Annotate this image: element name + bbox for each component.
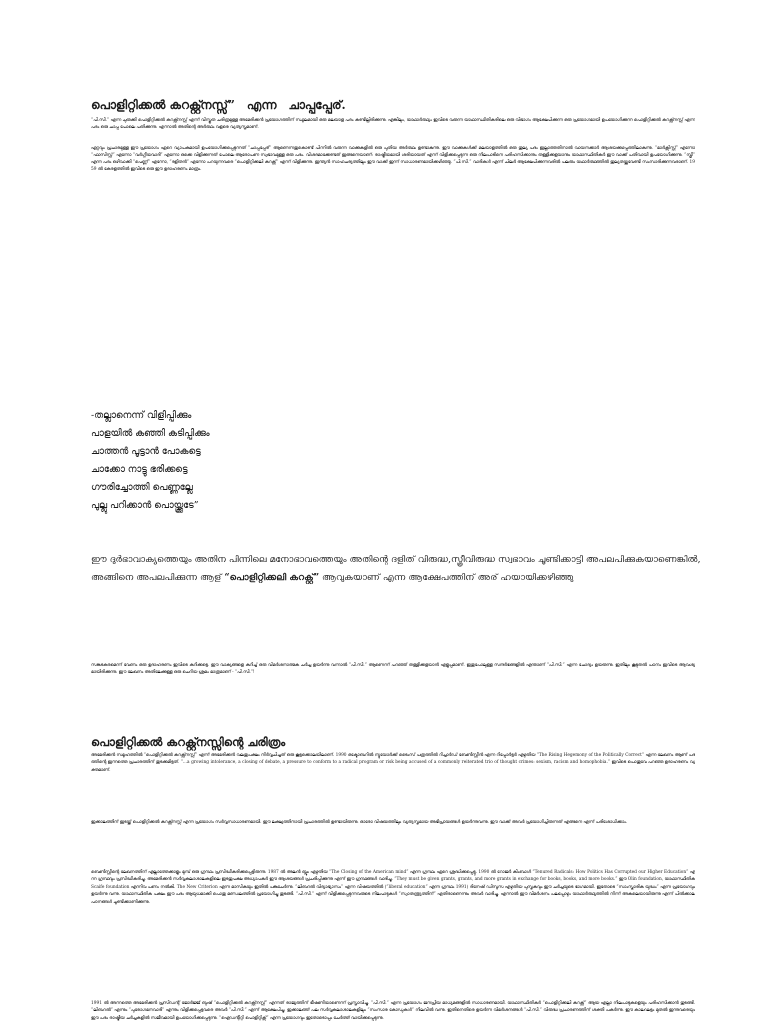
heading-part-3: ചാപ്പപ്പേര്. — [288, 98, 346, 112]
paragraph-history-books: ബെൺസ്റ്റീന്റെ ലേഖനത്തിന് എല്ലാത്തേക്കാളും മുമ്പ് ഒരു ഗ്രന്ഥം പ്രസിദ്ധീകരിക്കപ്പെട്ടിരുന്നു. 1987 ൽ അലൻ ബ്ലൂം എഴുതിയ “The Closing of the American mind” എന്ന ഗ്രന്ഥം ഏറെ ശ്രദ്ധിക്കപ്പെട്ടു. 1990 ൽ റോജർ കിംബാൾ “Tenured Radicals: How Politics Has Corrupted our Higher Education” എന്ന ഗ്രന്ഥവും പ്രസിദ്ധീകരിച്ചു. അമേരിക്കൻ സർവ്വകലാശാലകളിലെ ഇടതുപക്ഷ അധ്യാപകർ ഈ ആശയങ്ങൾ പ്രചരിപ്പിക്കുന്നു എന്ന് ഈ ഗ്രന്ഥങ്ങൾ വാദിച്ചു. “They must be given grants, grants, and more grants in exchange for books, books, and more books.” ഈ Olin foundation, യാഥാസ്ഥിതിക Scaife foundation എന്നിവ പണം നൽകി. The New Criterion എന്ന മാസികയും ഇതിൽ പങ്കുചേർന്നു. “ലിബറൽ വിദ്യാഭ്യാസം” എന്ന വിഷയത്തിൽ (“liberal education” എന്ന ഗ്രന്ഥം 1991) ദിനേഷ് ഡിസൂസ എഴുതിയ പുസ്തകവും ഈ ചർച്ചയുടെ ഭാഗമായി. ഇതോടെ “സാംസ്കാരിക യുദ്ധം” എന്ന പ്രയോഗവും ഉയർന്നു വന്നു. യാഥാസ്ഥിതിക പക്ഷം ഈ പദം ആയുധമാക്കി പൊതു മണ്ഡലത്തിൽ പ്രയോഗിച്ചു തുടങ്ങി. “പി.സി.” എന്ന് വിളിക്കപ്പെടുന്നവരുടെ നിലപാടുകൾ “സ്വാതന്ത്ര്യത്തിന്” എതിരാണെന്നും അവർ വാദിച്ചു. എന്നാൽ ഈ വിമർശനം പലപ്പോഴും യാഥാർത്ഥ്യത്തിൽ നിന്ന് അകലെയായിരുന്നു എന്ന് പിൽക്കാല പഠനങ്ങൾ ചൂണ്ടിക്കാണിക്കുന്നു. — [91, 870, 695, 905]
paragraph-chappa-explanation: ഏറ്റവും പ്രചാരമുള്ള ഈ പ്രയോഗം ഏറെ വ്യാപകമായി ഉപയോഗിക്കപ്പെടുന്നത് “ചാപ്പപ്പേര്” ആണെന്നതുകൊണ്ട് പിന്നിൽ വരുന്ന വാക്കുകളിൽ ഒരു പുതിയ അർത്ഥം ഉണ്ടാകുന്നു. ഈ വാക്കുകൾക്ക് മലയാളത്തിൽ ഒരു തുല്യ പദം ഇല്ലാത്തതിനാൽ വായനക്കാർ ആശയക്കുഴപ്പത്തിലാകുന്നു. “മാർക്സിസ്റ്റ്” എന്നോ “ഫാസിസ്റ്റ്” എന്നോ “വർഗ്ഗീയവാദി” എന്നോ ഒക്കെ വിളിക്കുന്നത് പോലെ ആരോപണ സ്വഭാവമുള്ള ഒരു പദം. വിശദമാക്കേണ്ടത് ഇങ്ങനെയാണ്: രാഷ്ട്രീയമായി ശരിയായത് എന്ന് വിളിക്കപ്പെടുന്ന ഒരു നിലപാടിനെ പരിഹസിക്കാനും തള്ളിക്കളയാനും യാഥാസ്ഥിതികർ ഈ വാക്ക് പതിവായി ഉപയോഗിക്കുന്നു. “സ്ത്രീ” എന്ന പദം ഒഴിവാക്കി “പെണ്ണ്” എന്നോ, “ദളിതൻ” എന്നോ പറയുന്നവരെ “പൊളിറ്റിക്കലി കറക്റ്റ്” എന്ന് വിളിക്കുന്നു. ഇന്ത്യൻ സാഹചര്യത്തിലും ഈ വാക്ക് ഇന്ന് സാധാരണമായിക്കഴിഞ്ഞു. “പി.സി.” വാദികൾ എന്ന് ചിലർ ആക്ഷേപിക്കുന്നവരിൽ പലരും യഥാർത്ഥത്തിൽ തുല്യതയ്ക്കുവേണ്ടി സംസാരിക്കുന്നവരാണ്. 1959 ൽ കേരളത്തിൽ ഇവിടെ ഒരു ഈ ഉദാഹരണം മാത്രം. — [91, 146, 695, 173]
poem-line: പുല്ലു പറിക്കാൻ പൊയ്ക്കൂടേ” — [91, 500, 199, 511]
paragraph-commentary: സങ്കടകരമെന്ന് വേണം ഒരു ഉദാഹരണം ഇവിടെ കുറിക്കട്ടെ. ഈ വാക്യങ്ങളെ കുറിച്ച് ഒരു വിമർശനാത്മക ചർച്ച ഉയർന്നു വന്നാൽ “പി.സി.” ആണെന്ന് പറഞ്ഞ് തള്ളിക്കളയാൻ എളുപ്പമാണ്. ഇതുപോലുള്ള സന്ദർഭങ്ങളിൽ എന്താണ് “പി.സി.” എന്ന ചോദ്യം ഉയരുന്നു. ഇതിലും കൂടുതൽ പഠനം ഇവിടെ ആവശ്യമായിരിക്കുന്നു. ഈ ലേഖനം അതിലേക്കുള്ള ഒരു ചെറിയ ശ്രമം മാത്രമാണ് - “പി.സി.”! — [91, 663, 695, 676]
quote-bold-term: “പൊളിറ്റിക്കലി കറക്റ്റ്” — [224, 572, 320, 583]
poem-line: ചാത്തൻ പൂട്ടാൻ പോകട്ടെ — [91, 446, 201, 457]
quote-lead: ഈ ദുർഭാവാക്യത്തെയും അതിന പിന്നിലെ മനോഭാവത്തെയും അതിന്റെ ദളിത് വിരുദ്ധ,സ്ത്രീവിരുദ്ധ സ്വഭാവം ചൂണ്ടിക്കാട്ടി അപലപിക്കുകയാണെങ്കിൽ, അങ്ങിനെ അപലപിക്കുന്ന ആള് — [91, 554, 701, 583]
quote-condemnation — [91, 551, 701, 587]
heading-pc-brand-name — [91, 98, 346, 113]
heading-part-2: എന്ന — [246, 98, 277, 112]
poem-line: പാളയിൽ കഞ്ഞി കടിപ്പിക്കും — [91, 428, 210, 439]
heading-pc-history: പൊളിറ്റിക്കൽ കറക്റ്റ്നസ്സിന്റെ ചരിത്രം — [91, 735, 286, 749]
poem-line: ചാക്കോ നാട്ടു ഭരിക്കട്ടെ — [91, 464, 188, 475]
paragraph-history-spread: ഇക്കാലത്തിന് ഇടയ്ക്ക് പൊളിറ്റിക്കൽ കറക്റ്റ്നസ്സ് എന്ന പ്രയോഗം സർവ്വസാധാരണമായി. ഈ ലക്ഷ്യത്തിനായി പ്രചാരത്തിൽ ഉണ്ടായിരുന്നു. ഓരോ വിഷയത്തിലും വ്യത്യസ്തമായ അഭിപ്രായങ്ങൾ ഉയർന്നുവന്നു. ഈ വാക്ക് അവർ പ്രയോഗിച്ചിരുന്നത് എങ്ങനെ എന്ന് പരിശോധിക്കാം. — [91, 820, 628, 825]
paragraph-history-1991: 1991 ൽ അന്നത്തെ അമേരിക്കൻ പ്രസിഡന്റ് ജോർജ്ജ് ബുഷ് “പൊളിറ്റിക്കൽ കറക്റ്റ്നസ്സ്” എന്നത് രാജ്യത്തിന് ഭീഷണിയാണെന്ന് പ്രസ്താവിച്ചു. “പി.സി.” എന്ന പ്രയോഗം ജനപ്രിയ മാധ്യമങ്ങളിൽ സാധാരണമായി. യാഥാസ്ഥിതികർ “പൊളിറ്റിക്കലി കറക്റ്റ്” ആയ എല്ലാ നിലപാടുകളെയും പരിഹസിക്കാൻ തുടങ്ങി. “ലിബറൽ” എന്നും “പുരോഗമനവാദി” എന്നും വിളിക്കപ്പെട്ടവരെ അവർ “പി.സി.” എന്ന് ആക്ഷേപിച്ചു. ഇക്കാലത്ത് പല സർവ്വകലാശാലകളിലും “സംസാര കോഡുകൾ” നിലവിൽ വന്നു. ഇതിനെതിരെ ഉയർന്ന വിമർശനങ്ങൾ “പി.സി.” വിരുദ്ധ പ്രചാരണത്തിന് ശക്തി പകർന്നു. ഈ കാലഘട്ടം മുതൽ ഇന്നുവരെയും ഈ പദം രാഷ്ട്രീയ ചർച്ചകളിൽ സജീവമായി ഉപയോഗിക്കപ്പെടുന്നു. “ഐഡന്റിറ്റി പൊളിറ്റിക്സ്” എന്ന പ്രയോഗവും ഇതോടൊപ്പം ചേർത്ത് വായിക്കപ്പെടുന്നു. — [91, 1001, 695, 1021]
poem-verses — [91, 407, 210, 515]
poem-line: -തല്ലാനെന്ന് വിളിപ്പിക്കും — [91, 410, 192, 421]
poem-line: ഗൗരിച്ചോത്തി പെണ്ണല്ലേ — [91, 482, 193, 493]
heading-part-1: പൊളിറ്റിക്കൽ കറക്റ്റ്നസ്സ്” — [91, 98, 235, 112]
paragraph-intro: “പി.സി.” എന്ന ചുരുക്കി പൊളിറ്റിക്കൽ കറക്റ്റ്നസ്സ് എന്ന് വിസ്കൃത ചരിത്രമുള്ള അമേരിക്കൻ പ്രയോഗത്തിന് സ്ഥൂലമായി ഒരു മലയാള പദം കണ്ടില്ലിരിക്കുന്നു. എങ്കിലും, യാഥാർത്ഥ്യം ഇവിടെ വരുന്ന യാഥാസ്ഥിതികരിലെ ഒരു വിഭാഗം ആക്ഷേപിക്കുന്ന ഒരു പ്രയോഗമായി ഉപയോഗിക്കുന്ന പൊളിറ്റിക്കൽ കറക്റ്റ്നസ്സ് എന്ന പദം ഒരു ചാപ്പ പോലെ പതിക്കുന്നു. എന്നാൽ അതിന്റെ അർത്ഥം വളരെ വ്യത്യസ്തമാണ്. — [91, 118, 695, 131]
paragraph-history-origin: അമേരിക്കൻ സമൂഹത്തിൽ “പൊളിറ്റിക്കൽ കറക്റ്റ്നസ്സ്” എന്ന് അമേരിക്കൻ വലതുപക്ഷം നിർവ്വചിച്ചത് ഒരു കൂട്ടക്കൊലയിലാണ്. 1990 ഒക്ടോബറിൽ ന്യൂയോർക്ക് ടൈംസ് പത്രത്തിൽ റിച്ചാർഡ് ബേൺസ്റ്റീൻ എന്ന റിപ്പോർട്ടർ എഴുതിയ “The Rising Hegemony of the Politically Correct” എന്ന ലേഖനം ആണ് പദത്തിന്റെ ഇന്നത്തെ പ്രചാരത്തിന് തുടക്കമിട്ടത്. “...a growing intolerance, a closing of debate, a pressure to conform to a radical program or risk being accused of a commonly reiterated trio of thought crimes: sexism, racism and homophobia.” ഇവിടെ പൊതുവേ പറഞ്ഞ ഉദാഹരണം വ്യക്തമാണ്. — [91, 753, 695, 773]
quote-tail: ആവുകയാണ് എന്ന ആക്ഷേപത്തിന് അര് ഹയായിക്കഴിഞ്ഞു — [322, 572, 574, 583]
